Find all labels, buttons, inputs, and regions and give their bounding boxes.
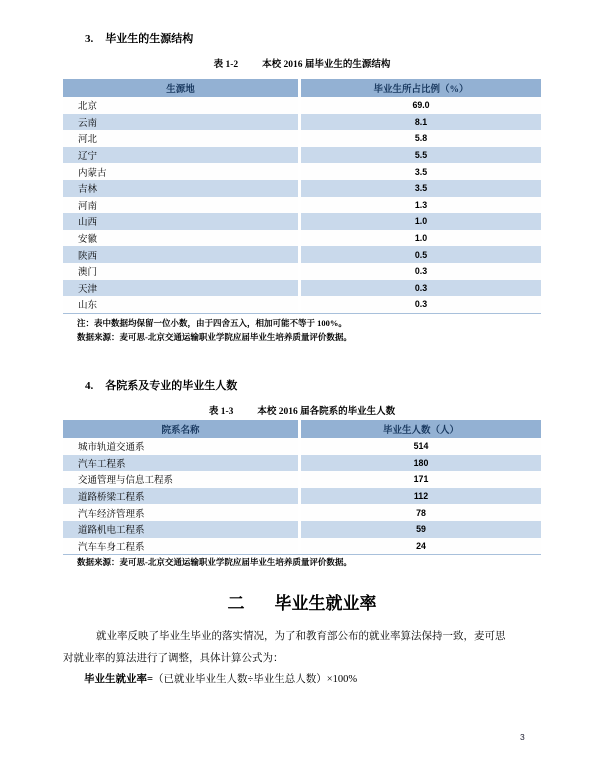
department-cell: 交通管理与信息工程系 bbox=[63, 471, 301, 488]
region-cell: 河北 bbox=[63, 130, 301, 147]
section-3-heading bbox=[85, 30, 193, 46]
count-cell: 112 bbox=[413, 491, 429, 502]
table-1-2-caption-text: 本校 2016 届毕业生的生源结构 bbox=[262, 60, 391, 70]
region-cell: 澳门 bbox=[63, 263, 301, 280]
region-cell: 吉林 bbox=[63, 180, 301, 197]
source-region-table bbox=[63, 79, 541, 314]
departments-table bbox=[63, 420, 541, 555]
chapter-2-title: 毕业生就业率 bbox=[274, 594, 377, 613]
chapter-2-heading bbox=[63, 589, 541, 614]
count-cell: 59 bbox=[416, 524, 426, 535]
table-row bbox=[63, 197, 541, 214]
table-row bbox=[63, 296, 541, 313]
percentage-cell: 1.0 bbox=[414, 233, 428, 244]
table-row bbox=[63, 114, 541, 131]
page-number: 3 bbox=[520, 732, 525, 742]
table-1-3-caption-text: 本校 2016 届各院系的毕业生人数 bbox=[257, 407, 396, 417]
percentage-cell: 0.3 bbox=[414, 299, 428, 310]
section-3-title: 毕业生的生源结构 bbox=[105, 33, 194, 45]
departments-table-header bbox=[63, 420, 541, 438]
percentage-cell: 8.1 bbox=[414, 116, 428, 127]
table-row bbox=[63, 230, 541, 247]
header-cell-percentage: 毕业生所占比例（%） bbox=[373, 85, 469, 95]
table-1-2-source-note: 数据来源：麦可思-北京交通运输职业学院应届毕业生培养质量评价数据。 bbox=[77, 332, 352, 342]
table-row bbox=[63, 538, 541, 555]
table-row bbox=[63, 438, 541, 455]
percentage-cell: 1.3 bbox=[414, 199, 428, 210]
department-cell: 汽车工程系 bbox=[63, 455, 301, 472]
department-cell: 汽车经济管理系 bbox=[63, 504, 301, 521]
count-cell: 78 bbox=[416, 507, 426, 518]
table-row bbox=[63, 455, 541, 472]
table-row bbox=[63, 163, 541, 180]
employment-rate-formula bbox=[84, 671, 357, 686]
header-cell-department: 院系名称 bbox=[63, 420, 301, 438]
region-cell: 内蒙古 bbox=[63, 163, 301, 180]
region-cell: 安徽 bbox=[63, 230, 301, 247]
count-cell: 514 bbox=[413, 441, 429, 452]
section-4-number: 4. bbox=[85, 380, 94, 392]
source-region-table-body bbox=[63, 97, 541, 313]
percentage-cell: 3.5 bbox=[414, 183, 428, 194]
table-1-2-caption-label: 表 1-2 bbox=[213, 60, 239, 70]
region-cell: 辽宁 bbox=[63, 147, 301, 164]
employment-rate-paragraph bbox=[63, 626, 545, 669]
region-cell: 山西 bbox=[63, 213, 301, 230]
percentage-cell: 0.3 bbox=[414, 266, 428, 277]
percentage-cell: 5.5 bbox=[414, 150, 428, 161]
department-cell: 道路桥梁工程系 bbox=[63, 488, 301, 505]
table-row bbox=[63, 213, 541, 230]
region-cell: 河南 bbox=[63, 197, 301, 214]
table-row bbox=[63, 130, 541, 147]
department-cell: 道路机电工程系 bbox=[63, 521, 301, 538]
paragraph-line-2: 对就业率的算法进行了调整，具体计算公式为： bbox=[63, 652, 284, 664]
count-cell: 24 bbox=[416, 540, 426, 551]
count-cell: 171 bbox=[413, 474, 429, 485]
section-3-number: 3. bbox=[85, 33, 94, 45]
table-row bbox=[63, 97, 541, 114]
table-1-3-source-note: 数据来源：麦可思-北京交通运输职业学院应届毕业生培养质量评价数据。 bbox=[77, 557, 352, 567]
percentage-cell: 5.8 bbox=[414, 133, 428, 144]
departments-table-body bbox=[63, 438, 541, 554]
table-row bbox=[63, 521, 541, 538]
table-row bbox=[63, 280, 541, 297]
region-cell: 陕西 bbox=[63, 246, 301, 263]
table-1-3-caption bbox=[63, 403, 541, 417]
table-row bbox=[63, 488, 541, 505]
table-1-3-caption-label: 表 1-3 bbox=[208, 407, 234, 417]
department-cell: 城市轨道交通系 bbox=[63, 438, 301, 455]
region-cell: 山东 bbox=[63, 296, 301, 313]
paragraph-line-1: 就业率反映了毕业生毕业的落实情况，为了和教育部公布的就业率算法保持一致，麦可思 bbox=[96, 631, 506, 642]
header-cell-region: 生源地 bbox=[63, 79, 301, 97]
source-region-table-header bbox=[63, 79, 541, 97]
table-row bbox=[63, 504, 541, 521]
section-4-title: 各院系及专业的毕业生人数 bbox=[105, 380, 238, 392]
percentage-cell: 0.5 bbox=[414, 249, 428, 260]
percentage-cell: 3.5 bbox=[414, 166, 428, 177]
region-cell: 天津 bbox=[63, 280, 301, 297]
table-1-2-caption bbox=[63, 56, 541, 70]
region-cell: 云南 bbox=[63, 114, 301, 131]
formula-lhs: 毕业生就业率= bbox=[84, 674, 153, 685]
chapter-2-number: 二 bbox=[227, 594, 245, 613]
percentage-cell: 69.0 bbox=[412, 100, 430, 111]
percentage-cell: 0.3 bbox=[414, 282, 428, 293]
table-row bbox=[63, 147, 541, 164]
department-cell: 汽车车身工程系 bbox=[63, 538, 301, 555]
table-1-2-note: 注：表中数据均保留一位小数，由于四舍五入，相加可能不等于 100%。 bbox=[77, 318, 347, 328]
table-row bbox=[63, 180, 541, 197]
table-row bbox=[63, 246, 541, 263]
percentage-cell: 1.0 bbox=[414, 216, 428, 227]
header-cell-count: 毕业生人数（人） bbox=[382, 426, 459, 436]
count-cell: 180 bbox=[413, 457, 429, 468]
section-4-heading bbox=[85, 377, 237, 393]
region-cell: 北京 bbox=[63, 97, 301, 114]
table-row bbox=[63, 471, 541, 488]
table-row bbox=[63, 263, 541, 280]
formula-rhs: （已就业毕业生人数÷毕业生总人数）×100% bbox=[152, 674, 358, 685]
